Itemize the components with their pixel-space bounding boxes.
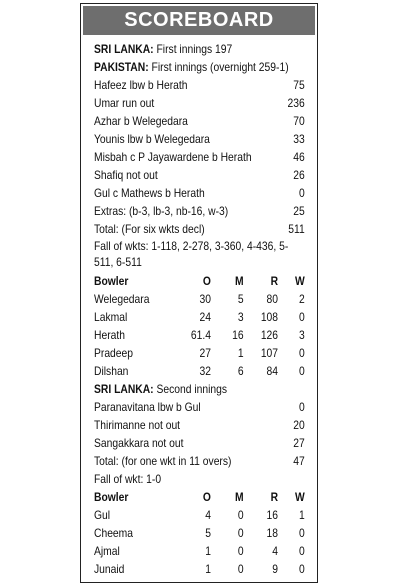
batter-runs: 70 bbox=[293, 114, 305, 128]
bowler-maidens: 6 bbox=[237, 364, 244, 378]
batter-entry: Thirimanne not out bbox=[94, 418, 181, 432]
bowler-maidens: 16 bbox=[232, 328, 244, 342]
bowler-runs: 4 bbox=[272, 544, 279, 558]
batting-row bbox=[94, 148, 305, 166]
batter-runs: 46 bbox=[293, 150, 305, 164]
batter-runs: 26 bbox=[293, 168, 305, 182]
bowler-col-header: Bowler bbox=[94, 490, 129, 504]
bowling-row bbox=[94, 542, 305, 560]
bowling-row bbox=[94, 290, 305, 308]
batting-row bbox=[94, 166, 305, 184]
batter-runs: 20 bbox=[293, 418, 305, 432]
bowler-name: Cheema bbox=[94, 526, 134, 540]
batter-entry: Shafiq not out bbox=[94, 168, 158, 182]
batter-runs: 0 bbox=[298, 400, 305, 414]
batter-runs: 75 bbox=[293, 78, 305, 92]
batting-row bbox=[94, 184, 305, 202]
bowler-name: Welegedara bbox=[94, 292, 150, 306]
batter-runs: 236 bbox=[287, 96, 305, 110]
bowling-row bbox=[94, 362, 305, 380]
bowler-runs: 84 bbox=[266, 364, 279, 378]
batting-row bbox=[94, 452, 305, 470]
sl-bowling-list bbox=[94, 290, 305, 380]
batter-entry: Extras: (b-3, lb-3, nb-16, w-3) bbox=[94, 204, 229, 218]
innings-label: First innings 197 bbox=[156, 42, 233, 56]
overs-col-header: O bbox=[202, 274, 211, 288]
batting-row bbox=[94, 220, 305, 238]
bowler-maidens: 0 bbox=[237, 526, 244, 540]
pak-first-innings-line bbox=[94, 58, 305, 76]
bowler-maidens: 5 bbox=[237, 292, 244, 306]
bowler-col-header: Bowler bbox=[94, 274, 129, 288]
batter-entry: Total: (For six wkts decl) bbox=[94, 222, 205, 236]
team-name: SRI LANKA: bbox=[94, 42, 154, 56]
batting-row bbox=[94, 398, 305, 416]
bowler-maidens: 3 bbox=[237, 310, 244, 324]
bowler-wickets: 0 bbox=[298, 544, 305, 558]
maidens-col-header: M bbox=[235, 490, 244, 504]
bowler-overs: 1 bbox=[205, 562, 211, 576]
bowler-overs: 1 bbox=[205, 544, 211, 558]
pak-fall-of-wickets: Fall of wkts: 1-118, 2-278, 3-360, 4-436, 5-511, 6-511 bbox=[94, 239, 289, 269]
wickets-col-header: W bbox=[294, 490, 305, 504]
innings-label: First innings (overnight 259-1) bbox=[151, 60, 289, 74]
sl-fall-of-wickets: Fall of wkt: 1-0 bbox=[94, 472, 162, 486]
bowler-runs: 80 bbox=[266, 292, 279, 306]
batter-runs: 25 bbox=[293, 204, 305, 218]
bowler-maidens: 0 bbox=[237, 544, 244, 558]
bowler-runs: 107 bbox=[260, 346, 279, 360]
batter-entry: Umar run out bbox=[94, 96, 155, 110]
bowler-wickets: 0 bbox=[298, 562, 305, 576]
bowler-name: Lakmal bbox=[94, 310, 128, 324]
bowler-name: Gul bbox=[94, 508, 111, 522]
batter-entry: Younis lbw b Welegedara bbox=[94, 132, 210, 146]
bowler-overs: 4 bbox=[205, 508, 211, 522]
bowler-overs: 24 bbox=[199, 310, 211, 324]
bowler-runs: 16 bbox=[266, 508, 279, 522]
sl-second-innings-line bbox=[94, 380, 305, 398]
batter-entry: Total: (for one wkt in 11 overs) bbox=[94, 454, 232, 468]
batting-row bbox=[94, 94, 305, 112]
bowler-wickets: 1 bbox=[298, 508, 305, 522]
bowling-row bbox=[94, 308, 305, 326]
bowler-name: Junaid bbox=[94, 562, 125, 576]
batting-row bbox=[94, 112, 305, 130]
pak-bowling-list bbox=[94, 506, 305, 578]
bowler-wickets: 0 bbox=[298, 526, 305, 540]
bowler-runs: 9 bbox=[272, 562, 279, 576]
batter-runs: 511 bbox=[288, 222, 305, 236]
scoreboard-panel bbox=[80, 3, 318, 583]
batter-runs: 0 bbox=[298, 186, 305, 200]
innings-label: Second innings bbox=[156, 382, 228, 396]
bowler-name: Herath bbox=[94, 328, 125, 342]
bowling-row bbox=[94, 344, 305, 362]
bowler-runs: 126 bbox=[260, 328, 279, 342]
bowler-overs: 61.4 bbox=[190, 328, 211, 342]
bowling-header bbox=[94, 488, 305, 506]
bowler-maidens: 0 bbox=[237, 508, 244, 522]
bowling-row bbox=[94, 560, 305, 578]
sl-batting-list bbox=[94, 398, 305, 470]
bowler-overs: 32 bbox=[199, 364, 211, 378]
batter-runs: 33 bbox=[293, 132, 305, 146]
bowler-maidens: 1 bbox=[237, 346, 244, 360]
bowler-name: Ajmal bbox=[94, 544, 120, 558]
pak-batting-list bbox=[94, 76, 305, 238]
batting-row bbox=[94, 130, 305, 148]
batting-row bbox=[94, 416, 305, 434]
sl-first-innings-line bbox=[94, 40, 305, 58]
bowling-row bbox=[94, 524, 305, 542]
batting-row bbox=[94, 76, 305, 94]
maidens-col-header: M bbox=[235, 274, 244, 288]
scoreboard-body bbox=[94, 40, 305, 578]
bowler-maidens: 0 bbox=[237, 562, 244, 576]
batting-row bbox=[94, 434, 305, 452]
batter-entry: Gul c Mathews b Herath bbox=[94, 186, 205, 200]
batter-runs: 27 bbox=[293, 436, 305, 450]
bowler-name: Dilshan bbox=[94, 364, 129, 378]
bowling-header bbox=[94, 272, 305, 290]
bowler-wickets: 2 bbox=[298, 292, 305, 306]
batter-runs: 47 bbox=[293, 454, 305, 468]
batter-entry: Azhar b Welegedara bbox=[94, 114, 188, 128]
batter-entry: Sangakkara not out bbox=[94, 436, 184, 450]
wickets-col-header: W bbox=[294, 274, 305, 288]
batter-entry: Misbah c P Jayawardene b Herath bbox=[94, 150, 252, 164]
bowler-overs: 30 bbox=[199, 292, 211, 306]
bowler-wickets: 0 bbox=[298, 310, 305, 324]
bowler-wickets: 3 bbox=[298, 328, 305, 342]
bowler-runs: 18 bbox=[266, 526, 279, 540]
overs-col-header: O bbox=[202, 490, 211, 504]
runs-col-header: R bbox=[270, 274, 279, 288]
bowler-wickets: 0 bbox=[298, 346, 305, 360]
batter-entry: Paranavitana lbw b Gul bbox=[94, 400, 201, 414]
scoreboard-title: SCOREBOARD bbox=[83, 6, 315, 35]
bowling-row bbox=[94, 326, 305, 344]
batting-row bbox=[94, 202, 305, 220]
bowler-overs: 5 bbox=[205, 526, 211, 540]
batter-entry: Hafeez lbw b Herath bbox=[94, 78, 188, 92]
bowler-runs: 108 bbox=[260, 310, 279, 324]
runs-col-header: R bbox=[270, 490, 279, 504]
bowler-overs: 27 bbox=[199, 346, 211, 360]
team-name: PAKISTAN: bbox=[94, 60, 149, 74]
bowler-wickets: 0 bbox=[298, 364, 305, 378]
bowling-row bbox=[94, 506, 305, 524]
bowler-name: Pradeep bbox=[94, 346, 134, 360]
team-name: SRI LANKA: bbox=[94, 382, 154, 396]
